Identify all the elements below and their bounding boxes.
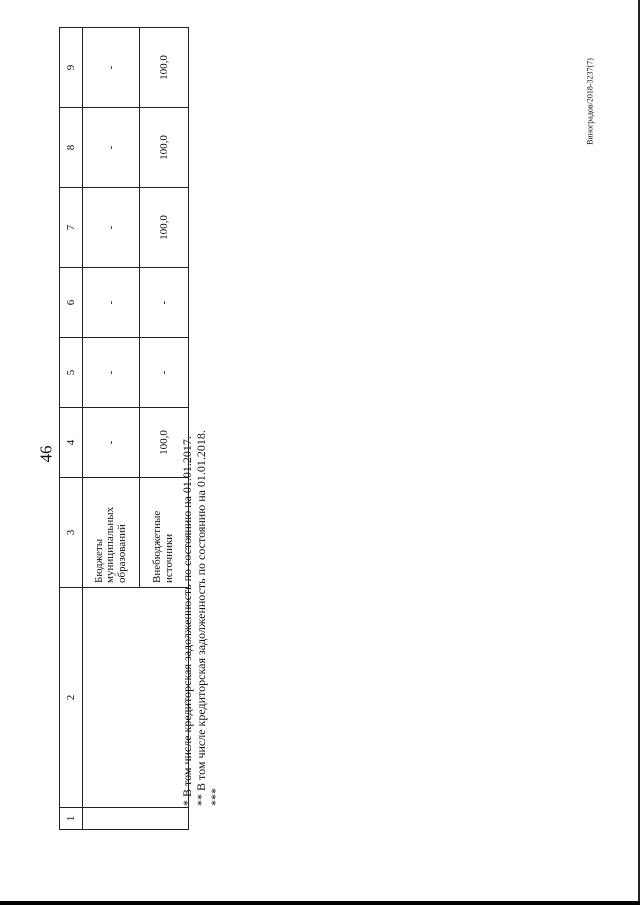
footnotes [180, 386, 222, 806]
table-cell: - [83, 408, 140, 478]
table-header-row [60, 28, 83, 830]
empty-cell [83, 588, 189, 808]
table-cell: - [83, 28, 140, 108]
table-cell: 100,0 [140, 408, 189, 478]
header-cell: 4 [60, 408, 83, 478]
data-table [59, 27, 189, 830]
header-cell: 6 [60, 268, 83, 338]
header-cell: 1 [60, 808, 83, 830]
scan-edge [0, 901, 640, 905]
table-cell: 100,0 [140, 28, 189, 108]
document-code: Виноградов/2018-3237(7) [585, 58, 595, 145]
table-cell: 100,0 [140, 188, 189, 268]
header-cell: 7 [60, 188, 83, 268]
footnote: ** В том числе кредиторская задолженность по состоянию на 01.01.2018. [194, 430, 208, 806]
table-cell: - [83, 188, 140, 268]
footnote: *** [208, 788, 222, 806]
header-cell: 8 [60, 108, 83, 188]
table-cell: - [83, 108, 140, 188]
funding-source-label: Внебюджетные источники [140, 478, 189, 588]
header-cell: 3 [60, 478, 83, 588]
table-cell: 100,0 [140, 108, 189, 188]
table-cell: - [83, 268, 140, 338]
header-cell: 5 [60, 338, 83, 408]
empty-cell [83, 808, 189, 830]
table-cell: - [140, 268, 189, 338]
page-number: 46 [36, 445, 56, 463]
footnote: * В том числе кредиторская задолженность по состоянию на 01.01.2017. [180, 436, 194, 806]
table-cell: - [83, 338, 140, 408]
table-cell: - [140, 338, 189, 408]
rotated-table-container [59, 28, 179, 830]
header-cell: 2 [60, 588, 83, 808]
header-cell: 9 [60, 28, 83, 108]
table-row [83, 28, 140, 830]
funding-source-label: Бюджеты муниципальных образований [83, 478, 140, 588]
